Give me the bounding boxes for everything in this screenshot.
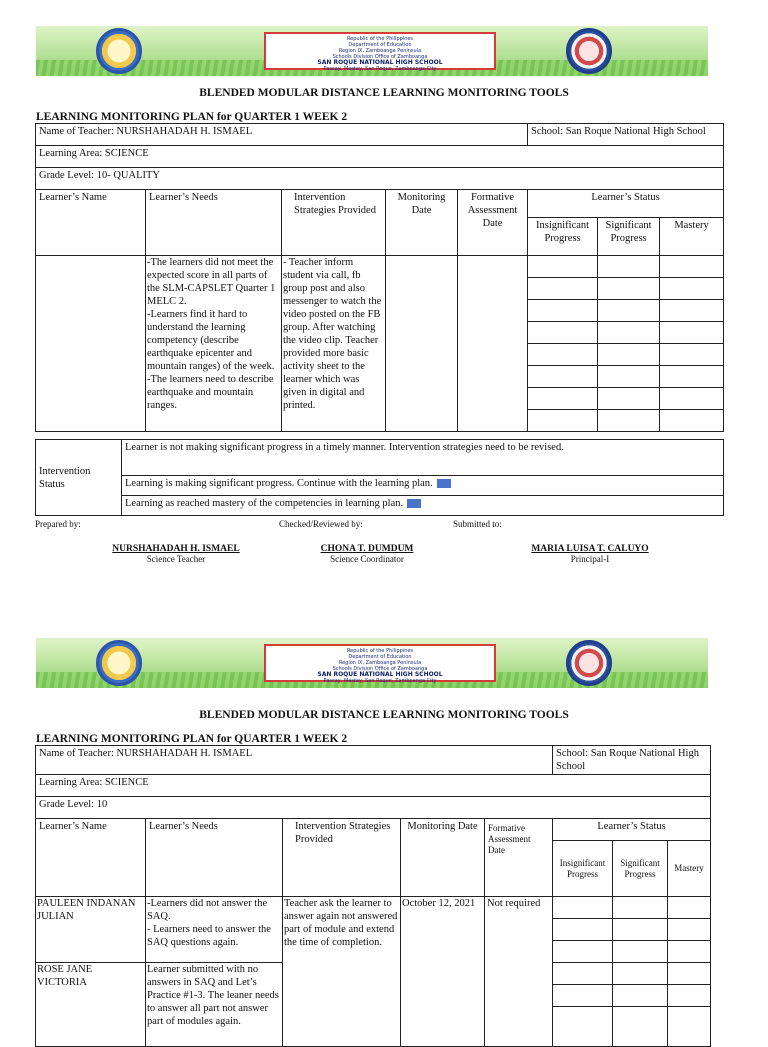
strategies-cell: Teacher ask the learner to answer again not answered part of module and extend the time of completion.	[283, 897, 401, 1047]
status-cell	[553, 897, 613, 919]
learner-name-cell	[36, 256, 146, 432]
status-cell	[598, 256, 660, 278]
banner-line: Schools Division Office of Zamboanga	[332, 54, 428, 60]
school-banner	[36, 26, 708, 76]
status-cell	[553, 941, 613, 963]
checkbox-icon[interactable]	[437, 479, 451, 488]
status-cell	[613, 1007, 668, 1047]
banner-address: Pascay, Mastay, San Roque, Zamboanga City	[323, 678, 437, 684]
plan-title: LEARNING MONITORING PLAN for QUARTER 1 WEEK 2	[36, 733, 348, 745]
submitted-to-label: Submitted to:	[453, 519, 502, 529]
teacher-name: Name of Teacher: NURSHAHADAH H. ISMAEL	[36, 124, 528, 146]
intervention-status-table	[35, 439, 724, 516]
deped-seal-icon	[566, 28, 612, 74]
status-cell	[613, 897, 668, 919]
banner-line: Department of Education	[348, 42, 412, 48]
strategies-cell: - Teacher inform student via call, fb group post and also messenger to watch the video posted on the FB group. After watching the video clip. Teacher provided more basic activity sheet to the learner which was given in digital and printed.	[282, 256, 386, 432]
status-cell	[598, 322, 660, 344]
grade-level: Grade Level: 10- QUALITY	[36, 168, 724, 190]
header-learner-needs: Learner’s Needs	[146, 819, 283, 897]
status-cell	[528, 388, 598, 410]
deped-seal-icon	[566, 640, 612, 686]
signatory-coordinator	[292, 544, 442, 564]
plan-table	[35, 123, 724, 432]
status-cell	[613, 941, 668, 963]
header-formative-date: Formative Assessment Date	[485, 819, 553, 897]
banner-line: Republic of the Philippines	[346, 648, 414, 654]
status-option-continue	[122, 476, 724, 496]
status-option-mastery-text: Learning as reached mastery of the competencies in learning plan.	[125, 498, 404, 509]
status-cell	[660, 256, 724, 278]
status-cell	[528, 344, 598, 366]
status-cell	[528, 410, 598, 432]
status-cell	[598, 410, 660, 432]
header-significant: Significant Progress	[598, 218, 660, 256]
status-cell	[668, 1007, 711, 1047]
learning-area: Learning Area: SCIENCE	[36, 146, 724, 168]
status-option-mastery	[122, 496, 724, 516]
banner-header-box	[264, 644, 496, 682]
checked-by-label: Checked/Reviewed by:	[279, 519, 363, 529]
banner-line: Region IX, Zamboanga Peninsula	[338, 660, 422, 666]
formative-date-cell	[458, 256, 528, 432]
status-cell	[660, 366, 724, 388]
status-cell	[668, 897, 711, 919]
status-cell	[528, 278, 598, 300]
status-cell	[598, 300, 660, 322]
signatory-name: CHONA T. DUMDUM	[320, 544, 414, 554]
status-option-continue-text: Learning is making significant progress. Continue with the learning plan.	[125, 478, 433, 489]
signatory-role: Science Teacher	[146, 554, 206, 564]
plan-table	[35, 745, 711, 1047]
signatory-teacher	[86, 544, 266, 564]
intervention-status-label: Intervention Status	[36, 440, 122, 516]
header-learner-needs: Learner’s Needs	[146, 190, 282, 256]
status-cell	[668, 963, 711, 985]
status-cell	[598, 278, 660, 300]
banner-line: Schools Division Office of Zamboanga	[332, 666, 428, 672]
header-mastery: Mastery	[668, 841, 711, 897]
status-cell	[598, 388, 660, 410]
checkbox-icon[interactable]	[407, 499, 421, 508]
signatory-role: Principal-I	[570, 554, 610, 564]
header-insignificant: Insignificant Progress	[553, 841, 613, 897]
status-cell	[553, 1007, 613, 1047]
header-significant: Significant Progress	[613, 841, 668, 897]
learner-needs-cell: Learner submitted with no answers in SAQ and Let’s Practice #1-3. The leaner needs to answer all part not answer part of modules again.	[146, 963, 283, 1047]
doc-title: BLENDED MODULAR DISTANCE LEARNING MONITORING TOOLS	[199, 709, 569, 721]
formative-date-cell: Not required	[485, 897, 553, 1047]
monitoring-date-cell	[386, 256, 458, 432]
status-cell	[660, 322, 724, 344]
header-monitoring-date: Monitoring Date	[401, 819, 485, 897]
school-name: School: San Roque National High School	[528, 124, 724, 146]
status-cell	[660, 278, 724, 300]
signatory-principal	[505, 544, 675, 564]
status-cell	[528, 366, 598, 388]
status-cell	[553, 919, 613, 941]
school-banner	[36, 638, 708, 688]
school-name: School: San Roque National High School	[553, 746, 711, 775]
status-cell	[668, 919, 711, 941]
banner-school-name: SAN ROQUE NATIONAL HIGH SCHOOL	[317, 59, 443, 66]
learner-needs-cell: -Learners did not answer the SAQ. - Learners need to answer the SAQ questions again.	[146, 897, 283, 963]
status-cell	[613, 919, 668, 941]
signatory-name: NURSHAHADAH H. ISMAEL	[112, 544, 240, 554]
learner-name-cell: PAULEEN INDANAN JULIAN	[36, 897, 146, 963]
banner-address: Pascay, Mastay, San Roque, Zamboanga City	[323, 66, 437, 72]
plan-title: LEARNING MONITORING PLAN for QUARTER 1 WEEK 2	[36, 111, 348, 123]
status-cell	[528, 256, 598, 278]
status-cell	[598, 344, 660, 366]
status-cell	[613, 985, 668, 1007]
status-cell	[528, 300, 598, 322]
doc-title: BLENDED MODULAR DISTANCE LEARNING MONITORING TOOLS	[199, 87, 569, 99]
status-option-revise: Learner is not making significant progress in a timely manner. Intervention strategies need to be revised.	[122, 440, 724, 476]
status-cell	[660, 388, 724, 410]
learning-area: Learning Area: SCIENCE	[36, 775, 711, 797]
header-mastery: Mastery	[660, 218, 724, 256]
signatory-role: Science Coordinator	[330, 554, 404, 564]
learner-name-cell: ROSE JANE VICTORIA	[36, 963, 146, 1047]
signatory-name: MARIA LUISA T. CALUYO	[531, 544, 649, 554]
teacher-name: Name of Teacher: NURSHAHADAH H. ISMAEL	[36, 746, 553, 775]
prepared-by-label: Prepared by:	[35, 519, 81, 529]
status-cell	[553, 963, 613, 985]
header-learner-name: Learner’s Name	[36, 190, 146, 256]
status-cell	[613, 963, 668, 985]
learner-needs-cell: -The learners did not meet the expected score in all parts of the SLM-CAPSLET Quarter 1 MELC 2. -Learners find it hard to understand the learning competency (describe earthquake epicenter and mountain ranges) of the week. -The learners need to describe earthquake and mountain ranges.	[146, 256, 282, 432]
banner-line: Department of Education	[348, 654, 412, 660]
status-cell	[553, 985, 613, 1007]
banner-school-name: SAN ROQUE NATIONAL HIGH SCHOOL	[317, 671, 443, 678]
banner-line: Region IX, Zamboanga Peninsula	[338, 48, 422, 54]
banner-line: Republic of the Philippines	[346, 36, 414, 42]
status-cell	[660, 300, 724, 322]
header-learner-status: Learner’s Status	[528, 190, 724, 218]
school-seal-icon	[96, 28, 142, 74]
monitoring-date-cell: October 12, 2021	[401, 897, 485, 1047]
status-cell	[660, 344, 724, 366]
status-cell	[668, 941, 711, 963]
status-cell	[668, 985, 711, 1007]
header-formative-date: Formative Assessment Date	[458, 190, 528, 256]
header-insignificant: Insignificant Progress	[528, 218, 598, 256]
header-monitoring-date: Monitoring Date	[386, 190, 458, 256]
header-learner-name: Learner’s Name	[36, 819, 146, 897]
status-cell	[598, 366, 660, 388]
header-strategies: Intervention Strategies Provided	[282, 190, 386, 256]
school-seal-icon	[96, 640, 142, 686]
header-strategies: Intervention Strategies Provided	[283, 819, 401, 897]
banner-header-box	[264, 32, 496, 70]
header-learner-status: Learner’s Status	[553, 819, 711, 841]
status-cell	[660, 410, 724, 432]
status-cell	[528, 322, 598, 344]
grade-level: Grade Level: 10	[36, 797, 711, 819]
